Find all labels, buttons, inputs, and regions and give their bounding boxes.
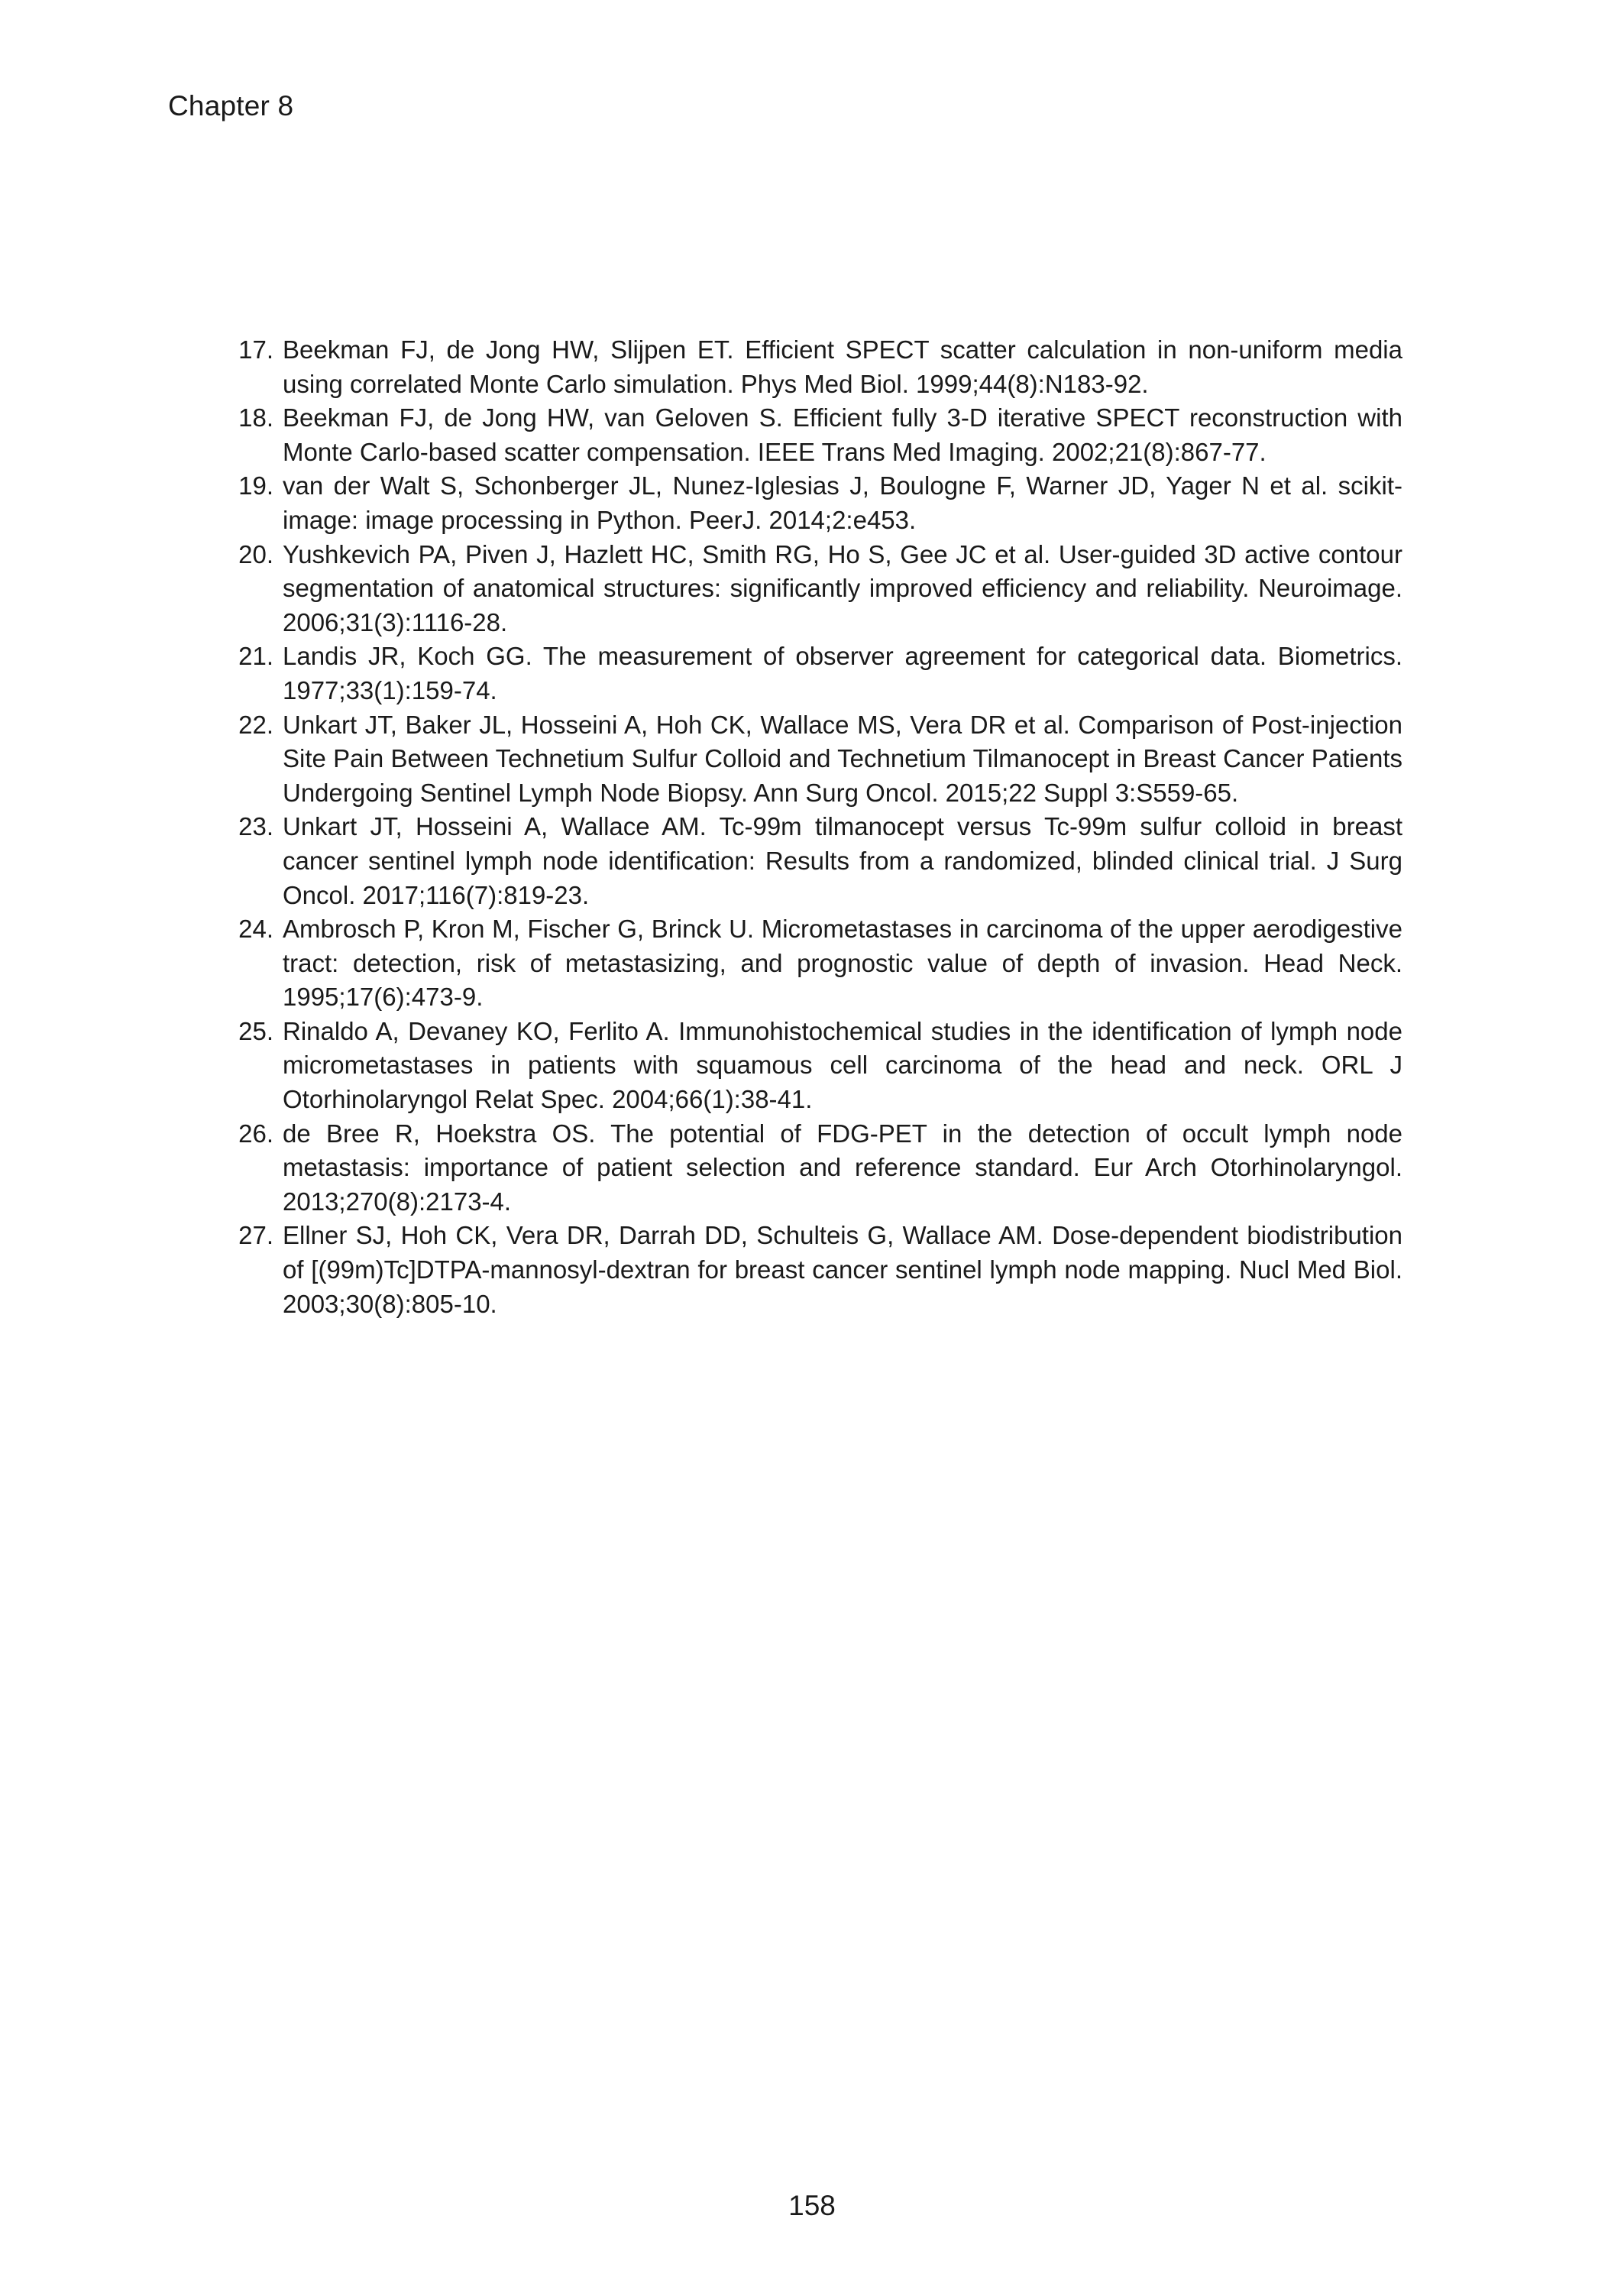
reference-item-19 bbox=[237, 469, 1402, 537]
reference-text: Rinaldo A, Devaney KO, Ferlito A. Immunohistochemical studies in the identification of lymph node micrometastases in patients with squamous cell carcinoma of the head and neck. ORL J Otorhinolaryngol Relat Spec. 2004;66(1):38-41. bbox=[283, 1016, 1402, 1114]
reference-number: 25. bbox=[238, 1016, 273, 1045]
reference-number: 24. bbox=[238, 915, 273, 944]
reference-number: 17. bbox=[238, 335, 273, 364]
reference-text: Ellner SJ, Hoh CK, Vera DR, Darrah DD, Schulteis G, Wallace AM. Dose-dependent biodistribution of [(99m)Tc]DTPA-mannosyl-dextran for breast cancer sentinel lymph node mapping. Nucl Med Biol. 2003;30(8):805-10. bbox=[283, 1221, 1402, 1318]
reference-text: Ambrosch P, Kron M, Fischer G, Brinck U. Micrometastases in carcinoma of the upper aerodigestive tract: detection, risk of metastasizing, and prognostic value of depth of invasion. Head Neck. 1995;17(6):473-9. bbox=[283, 915, 1402, 1012]
reference-item-18 bbox=[237, 401, 1402, 469]
reference-number: 20. bbox=[238, 539, 273, 568]
running-header-chapter: Chapter 8 bbox=[168, 90, 294, 121]
reference-item-25 bbox=[237, 1015, 1402, 1117]
reference-item-24 bbox=[237, 912, 1402, 1015]
reference-item-17 bbox=[237, 333, 1402, 401]
reference-text: van der Walt S, Schonberger JL, Nunez-Iglesias J, Boulogne F, Warner JD, Yager N et al. scikit-image: image processing in Python. PeerJ. 2014;2:e453. bbox=[283, 471, 1402, 534]
reference-text: Beekman FJ, de Jong HW, Slijpen ET. Efficient SPECT scatter calculation in non-uniform media using correlated Monte Carlo simulation. Phys Med Biol. 1999;44(8):N183-92. bbox=[283, 335, 1402, 398]
reference-number: 26. bbox=[238, 1119, 273, 1148]
reference-list bbox=[237, 333, 1402, 1321]
reference-text: Landis JR, Koch GG. The measurement of observer agreement for categorical data. Biometrics. 1977;33(1):159-74. bbox=[283, 642, 1402, 704]
reference-item-27 bbox=[237, 1219, 1402, 1321]
reference-number: 22. bbox=[238, 710, 273, 739]
reference-text: Unkart JT, Baker JL, Hosseini A, Hoh CK, Wallace MS, Vera DR et al. Comparison of Post-injection Site Pain Between Technetium Sulfur Colloid and Technetium Tilmanocept in Breast Cancer Patients Undergoing Sentinel Lymph Node Biopsy. Ann Surg Oncol. 2015;22 Suppl 3:S559-65. bbox=[283, 710, 1402, 807]
reference-text: Unkart JT, Hosseini A, Wallace AM. Tc-99m tilmanocept versus Tc-99m sulfur colloid in breast cancer sentinel lymph node identification: Results from a randomized, blinded clinical trial. J Surg Oncol. 2017;116(7):819-23. bbox=[283, 812, 1402, 909]
reference-number: 21. bbox=[238, 642, 273, 671]
reference-text: de Bree R, Hoekstra OS. The potential of FDG-PET in the detection of occult lymph node metastasis: importance of patient selection and reference standard. Eur Arch Otorhinolaryngol. 2013;270(8):2173-4. bbox=[283, 1119, 1402, 1216]
reference-number: 19. bbox=[238, 471, 273, 500]
reference-text: Beekman FJ, de Jong HW, van Geloven S. Efficient fully 3-D iterative SPECT reconstruction with Monte Carlo-based scatter compensation. IEEE Trans Med Imaging. 2002;21(8):867-77. bbox=[283, 403, 1402, 466]
reference-item-20 bbox=[237, 538, 1402, 640]
reference-item-21 bbox=[237, 640, 1402, 708]
page-number: 158 bbox=[788, 2190, 836, 2221]
reference-number: 27. bbox=[238, 1221, 273, 1250]
reference-number: 18. bbox=[238, 403, 273, 432]
reference-text: Yushkevich PA, Piven J, Hazlett HC, Smith RG, Ho S, Gee JC et al. User-guided 3D active contour segmentation of anatomical structures: significantly improved efficiency and reliability. Neuroimage. 2006;31(3):1116-28. bbox=[283, 539, 1402, 636]
reference-item-22 bbox=[237, 708, 1402, 811]
reference-number: 23. bbox=[238, 812, 273, 841]
reference-item-23 bbox=[237, 810, 1402, 912]
reference-item-26 bbox=[237, 1117, 1402, 1219]
